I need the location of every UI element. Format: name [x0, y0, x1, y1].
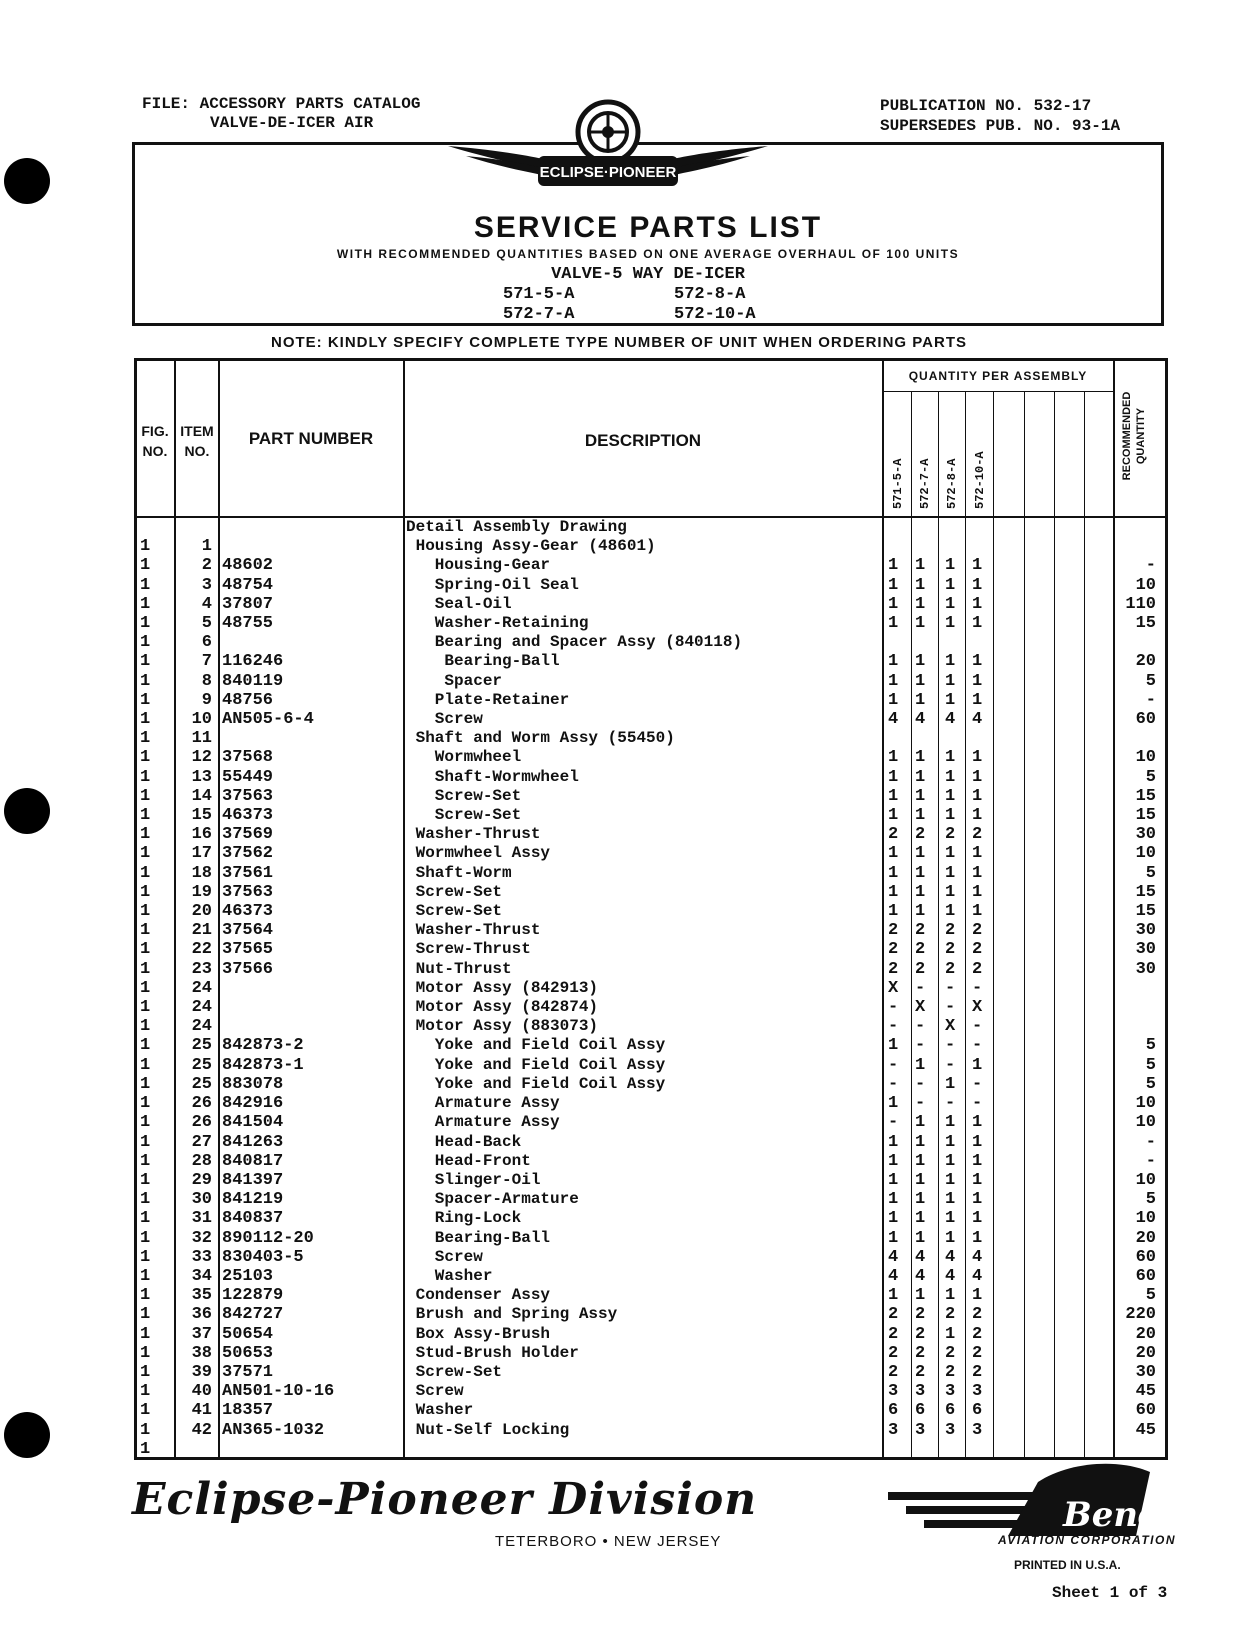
- punch-hole-middle: [4, 788, 50, 834]
- aviation-corporation: AVIATION CORPORATION: [998, 1533, 1176, 1547]
- header-fig-no: FIG. NO.: [141, 423, 169, 459]
- qty-571-5-a-column: 1 1 1 1 1 1 1 4 1 1 1 1 2 1 1 1 1 2 2 2 X - - 1 - - 1 - 1 1 1 1 1 1 4 4 1 2 2 2 2 3 6 3: [888, 556, 899, 1440]
- model-571-5-a: 571-5-A: [503, 285, 575, 304]
- punch-hole-top: [4, 158, 50, 204]
- sheet-number: Sheet 1 of 3: [1052, 1584, 1168, 1602]
- punch-hole-bottom: [4, 1412, 50, 1458]
- service-parts-list-title: SERVICE PARTS LIST: [473, 211, 823, 244]
- valve-name: VALVE-5 WAY DE-ICER: [551, 265, 745, 284]
- qty-col-divider: [993, 391, 994, 1457]
- file-label: [142, 95, 420, 133]
- footer-division-name: Eclipse-Pioneer Division: [132, 1474, 758, 1525]
- file-line-1: FILE: ACCESSORY PARTS CATALOG: [142, 95, 421, 113]
- qty-572-10-a-column: 1 1 1 1 1 1 1 4 1 1 1 1 2 1 1 1 1 2 2 2 - X - - 1 - - 1 1 1 1 1 1 1 4 4 1 2 2 2 2 3 6 3: [972, 556, 983, 1440]
- logo-text: ECLIPSE·PIONEER: [539, 164, 677, 181]
- qty-col-divider: [965, 391, 966, 1457]
- printed-in-usa: PRINTED IN U.S.A.: [1014, 1558, 1121, 1572]
- qty-col-divider: [1024, 391, 1025, 1457]
- supersedes-number: SUPERSEDES PUB. NO. 93-1A: [880, 117, 1121, 135]
- qty-col-divider: [938, 391, 939, 1457]
- model-572-10-a: 572-10-A: [674, 305, 756, 324]
- qty-col-divider: [1054, 391, 1055, 1457]
- fig-no-column: 1 1 1 1 1 1 1 1 1 1 1 1 1 1 1 1 1 1 1 1 1 1 1 1 1 1 1 1 1 1 1 1 1 1 1 1 1 1 1 1 1 1 1 1 1 1 1 1: [140, 537, 151, 1459]
- header-recommended-quantity-text: RECOMMENDED QUANTITY: [1121, 391, 1147, 481]
- header-item-no: ITEM NO.: [180, 423, 214, 459]
- header-unit-572-7-a: 572-7-A: [918, 458, 932, 509]
- qty-header-line: [882, 391, 1113, 392]
- col-divider: [174, 361, 176, 1457]
- col-divider: [882, 361, 884, 1457]
- qty-col-divider: [1084, 391, 1085, 1457]
- footer-location: TETERBORO • NEW JERSEY: [495, 1533, 722, 1550]
- service-parts-list-subtitle: WITH RECOMMENDED QUANTITIES BASED ON ONE AVERAGE OVERHAUL OF 100 UNITS: [336, 247, 960, 261]
- header-unit-571-5-a: 571-5-A: [891, 458, 905, 509]
- col-divider: [403, 361, 405, 1457]
- description-column: Detail Assembly Drawing Housing Assy-Gear (48601) Housing-Gear Spring-Oil Seal Seal-Oil Washer-Retaining Bearing and Spacer Assy (840118) Bearing-Ball Spacer Plate-Retainer Screw Shaft and Worm Assy (55450) Wormwheel Shaft-Wormwheel Screw-Set Screw-Set Washer-Thrust Wormwheel Assy Shaft-Worm Screw-Set Screw-Set Washer-Thrust Screw-Thrust Nut-Thrust Motor Assy (842913) Motor Assy (842874) Motor Assy (883073) Yoke and Field Coil Assy Yoke and Field Coil Assy Yoke and Field Coil Assy Armature Assy Armature Assy Head-Back Head-Front Slinger-Oil Spacer-Armature Ring-Lock Bearing-Ball Screw Washer Condenser Assy Brush and Spring Assy Box Assy-Brush Stud-Brush Holder Screw-Set Screw Washer Nut-Self Locking: [406, 518, 743, 1439]
- publication-info: [880, 96, 1120, 136]
- eclipse-pioneer-logo: [438, 100, 778, 190]
- ordering-note: NOTE: KINDLY SPECIFY COMPLETE TYPE NUMBER OF UNIT WHEN ORDERING PARTS: [271, 334, 967, 351]
- header-quantity-per-assembly: QUANTITY PER ASSEMBLY: [908, 369, 1088, 383]
- model-572-7-a: 572-7-A: [503, 305, 575, 324]
- qty-572-8-a-column: 1 1 1 1 1 1 1 4 1 1 1 1 2 1 1 1 1 2 2 2 - - X - - 1 - 1 1 1 1 1 1 1 4 4 1 2 1 2 2 3 6 3: [945, 556, 956, 1440]
- file-line-2: VALVE-DE-ICER AIR: [210, 114, 374, 132]
- header-recommended-quantity: [1120, 381, 1148, 491]
- header-unit-572-8-a: 572-8-A: [945, 458, 959, 509]
- model-572-8-a: 572-8-A: [674, 285, 746, 304]
- header-part-number: PART NUMBER: [248, 429, 374, 448]
- item-no-column: 1 2 3 4 5 6 7 8 9 10 11 12 13 14 15 16 17 18 19 20 21 22 23 24 24 24 25 25 25 26 26 27 28 29 30 31 32 33 34 35 36 37 38 39 40 41 42: [191, 537, 212, 1440]
- header-description: DESCRIPTION: [584, 431, 702, 450]
- qty-572-7-a-column: 1 1 1 1 1 1 1 4 1 1 1 1 2 1 1 1 1 2 2 2 - X - - 1 - - 1 1 1 1 1 1 1 4 4 1 2 2 2 2 3 6 3: [915, 556, 926, 1440]
- bendix-logo-text: Bendix: [1063, 1495, 1196, 1535]
- recommended-quantity-column: - 10 110 15 20 5 - 60 10 5 15 15 30 10 5 15 15 30 30 30 5 5 5 10 10 - - 10 5 10 20 60 60 5 220 20 20 30 45 60 45: [1125, 556, 1156, 1440]
- col-divider: [218, 361, 220, 1457]
- part-number-column: 48602 48754 37807 48755 116246 840119 48756 AN505-6-4 37568 55449 37563 46373 37569 37562 37561 37563 46373 37564 37565 37566 842873-2 842873-1 883078 842916 841504 841263 840817 841397 841219 840837 890112-20 830403-5 25103 122879 842727 50654 50653 37571 AN501-10-16 18357 AN365-1032: [222, 556, 335, 1440]
- publication-number: PUBLICATION NO. 532-17: [880, 97, 1092, 115]
- qty-col-divider: [911, 391, 912, 1457]
- header-unit-572-10-a: 572-10-A: [973, 451, 987, 509]
